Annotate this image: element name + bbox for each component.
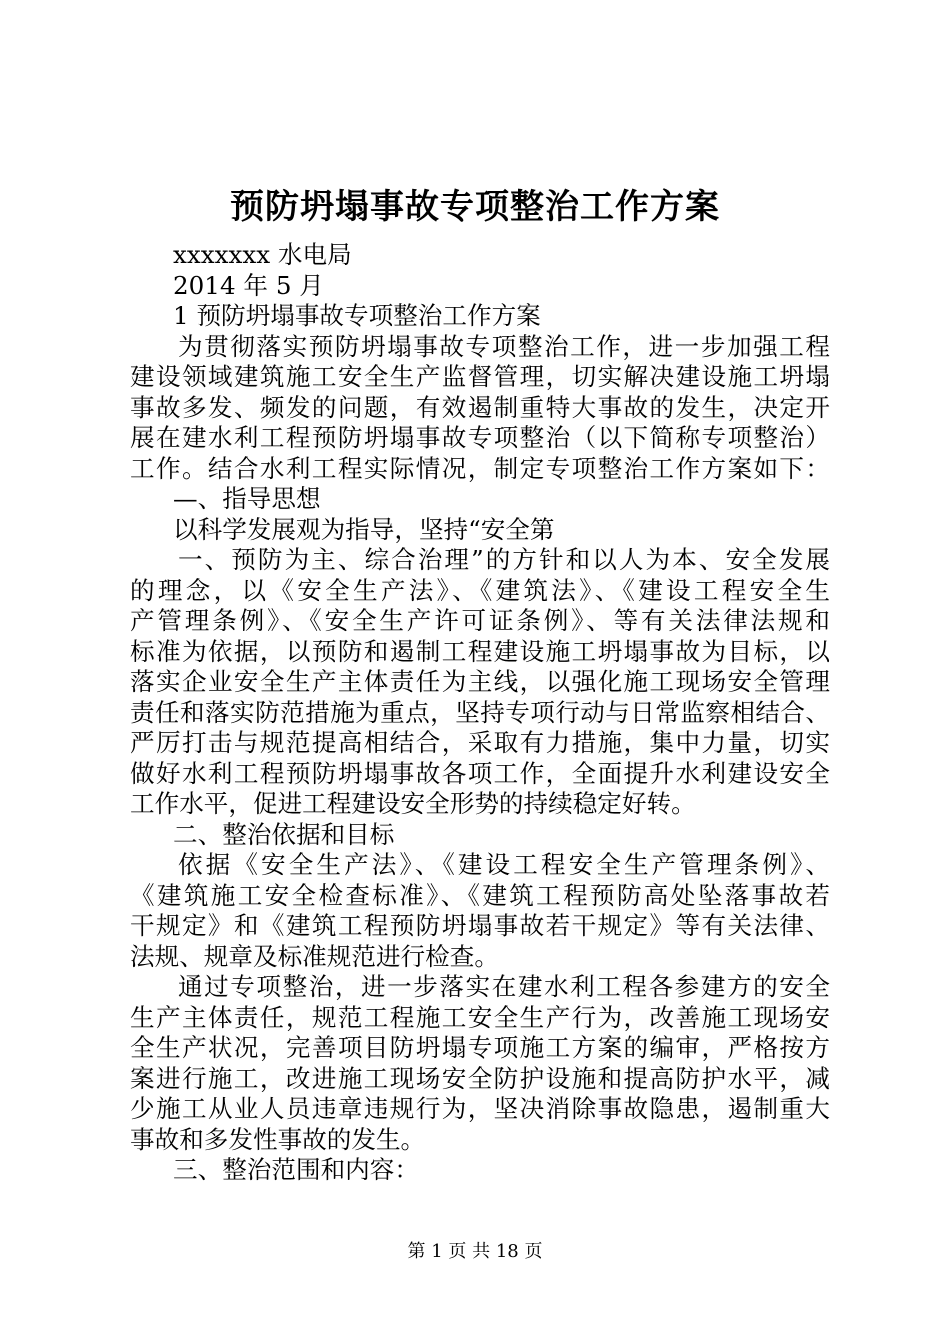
body-line: 的理念，以《安全生产法》、《建筑法》、《建设工程安全生 [130,575,830,605]
body-line: 一、预防为主、综合治理”的方针和以人为本、安全发展 [178,545,830,574]
body-line: 事故和多发性事故的发生。 [130,1124,426,1154]
body-line: 案进行施工，改进施工现场安全防护设施和提高防护水平，减 [130,1063,830,1093]
body-line: 工作。结合水利工程实际情况，制定专项整治工作方案如下： [130,453,830,483]
body-line: 工作水平，促进工程建设安全形势的持续稳定好转。 [130,789,696,818]
body-line: 严厉打击与规范提高相结合，采取有力措施，集中力量，切实 [130,728,830,757]
body-line: 生产主体责任，规范工程施工安全生产行为，改善施工现场安 [130,1002,830,1032]
body-line: 做好水利工程预防坍塌事故各项工作，全面提升水利建设安全 [130,758,830,788]
page-footer: 第 1 页 共 18 页 [407,1241,543,1262]
body-line: 以科学发展观为指导，坚持“安全第 [173,514,555,544]
document-title: 预防坍塌事故专项整治工作方案 [230,187,720,227]
body-line: 事故多发、频发的问题，有效遏制重特大事故的发生，决定开 [130,392,830,422]
body-line: 1 预防坍塌事故专项整治工作方案 [173,301,541,330]
body-line: 建设领域建筑施工安全生产监督管理，切实解决建设施工坍塌 [130,362,830,391]
document-body [130,240,830,1186]
body-line: 全生产状况，完善项目防坍塌专项施工方案的编审，严格按方 [130,1033,830,1062]
body-line: 干规定》和《建筑工程预防坍塌事故若干规定》等有关法律、 [130,911,830,940]
body-line: —、指导思想 [173,484,321,513]
body-line: 2014 年 5 月 [173,270,324,300]
body-line: 落实企业安全生产主体责任为主线，以强化施工现场安全管理 [130,667,830,696]
body-line: 责任和落实防范措施为重点，坚持专项行动与日常监察相结合、 [130,697,830,727]
body-line: xxxxxxx 水电局 [173,240,352,269]
body-line: 少施工从业人员违章违规行为，坚决消除事故隐患，遏制重大 [130,1094,830,1123]
body-line: 产管理条例》、《安全生产许可证条例》、等有关法律法规和 [130,606,830,635]
body-line: 通过专项整治，进一步落实在建水利工程各参建方的安全 [178,972,830,1001]
body-line: 法规、规章及标准规范进行检查。 [130,941,499,971]
body-line: 二、整治依据和目标 [173,819,395,849]
body-line: 《建筑施工安全检查标准》、《建筑工程预防高处坠落事故若 [130,880,830,910]
body-line: 为贯彻落实预防坍塌事故专项整治工作，进一步加强工程 [178,331,830,361]
body-line: 依据《安全生产法》、《建设工程安全生产管理条例》、 [178,850,830,879]
body-line: 展在建水利工程预防坍塌事故专项整治（以下简称专项整治） [130,423,830,452]
body-line: 标准为依据，以预防和遏制工程建设施工坍塌事故为目标，以 [130,636,830,666]
body-line: 三、整治范围和内容： [173,1155,419,1184]
